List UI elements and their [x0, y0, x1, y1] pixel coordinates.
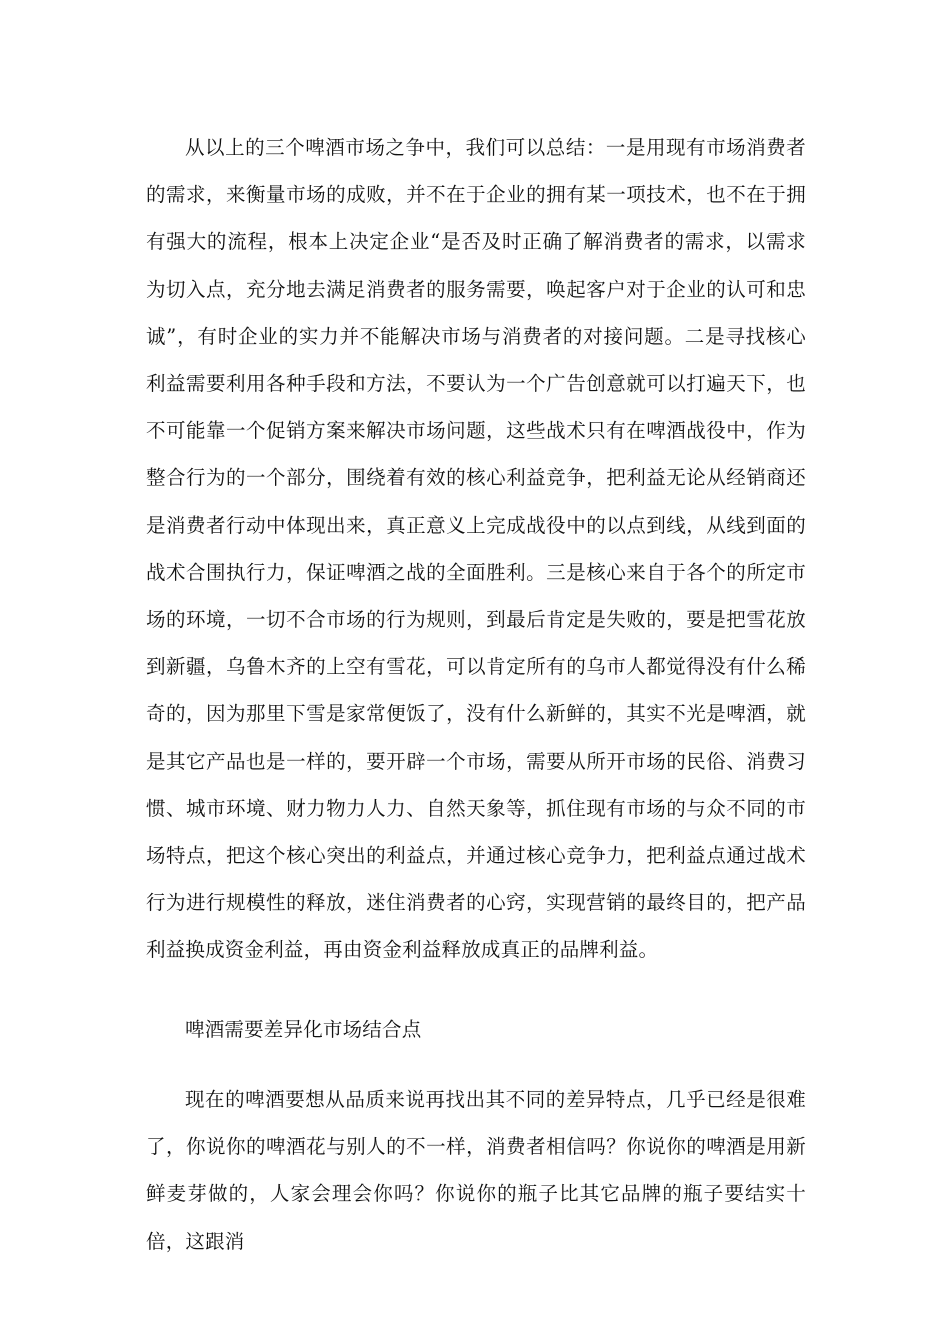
body-paragraph-summary: 从以上的三个啤酒市场之争中，我们可以总结：一是用现有市场消费者的需求，来衡量市场的成败，并不在于企业的拥有某一项技术，也不在于拥有强大的流程，根本上决定企业“是否及时正确了解消费者的需求，以需求为切入点，充分地去满足消费者的服务需要，唤起客户对于企业的认可和忠诚”，有时企业的实力并不能解决市场与消费者的对接问题。二是寻找核心利益需要利用各种手段和方法，不要认为一个广告创意就可以打遍天下，也不可能靠一个促销方案来解决市场问题，这些战术只有在啤酒战役中，作为整合行为的一个部分，围绕着有效的核心利益竞争，把利益无论从经销商还是消费者行动中体现出来，真正意义上完成战役中的以点到线，从线到面的战术合围执行力，保证啤酒之战的全面胜利。三是核心来自于各个的所定市场的环境，一切不合市场的行为规则，到最后肯定是失败的，要是把雪花放到新疆，乌鲁木齐的上空有雪花，可以肯定所有的乌市人都觉得没有什么稀奇的，因为那里下雪是家常便饭了，没有什么新鲜的，其实不光是啤酒，就是其它产品也是一样的，要开辟一个市场，需要从所开市场的民俗、消费习惯、城市环境、财力物力人力、自然天象等，抓住现有市场的与众不同的市场特点，把这个核心突出的利益点，并通过核心竞争力，把利益点通过战术行为进行规模性的释放，迷住消费者的心窍，实现营销的最终目的，把产品利益换成资金利益，再由资金利益释放成真正的品牌利益。 — [146, 136, 806, 962]
section-heading: 啤酒需要差异化市场结合点 — [185, 1018, 422, 1041]
body-paragraph-differentiation: 现在的啤酒要想从品质来说再找出其不同的差异特点，几乎已经是很难了，你说你的啤酒花与别人的不一样，消费者相信吗？你说你的啤酒是用新鲜麦芽做的，人家会理会你吗？你说你的瓶子比其它品牌的瓶子要结实十倍，这跟消 — [146, 1088, 806, 1253]
